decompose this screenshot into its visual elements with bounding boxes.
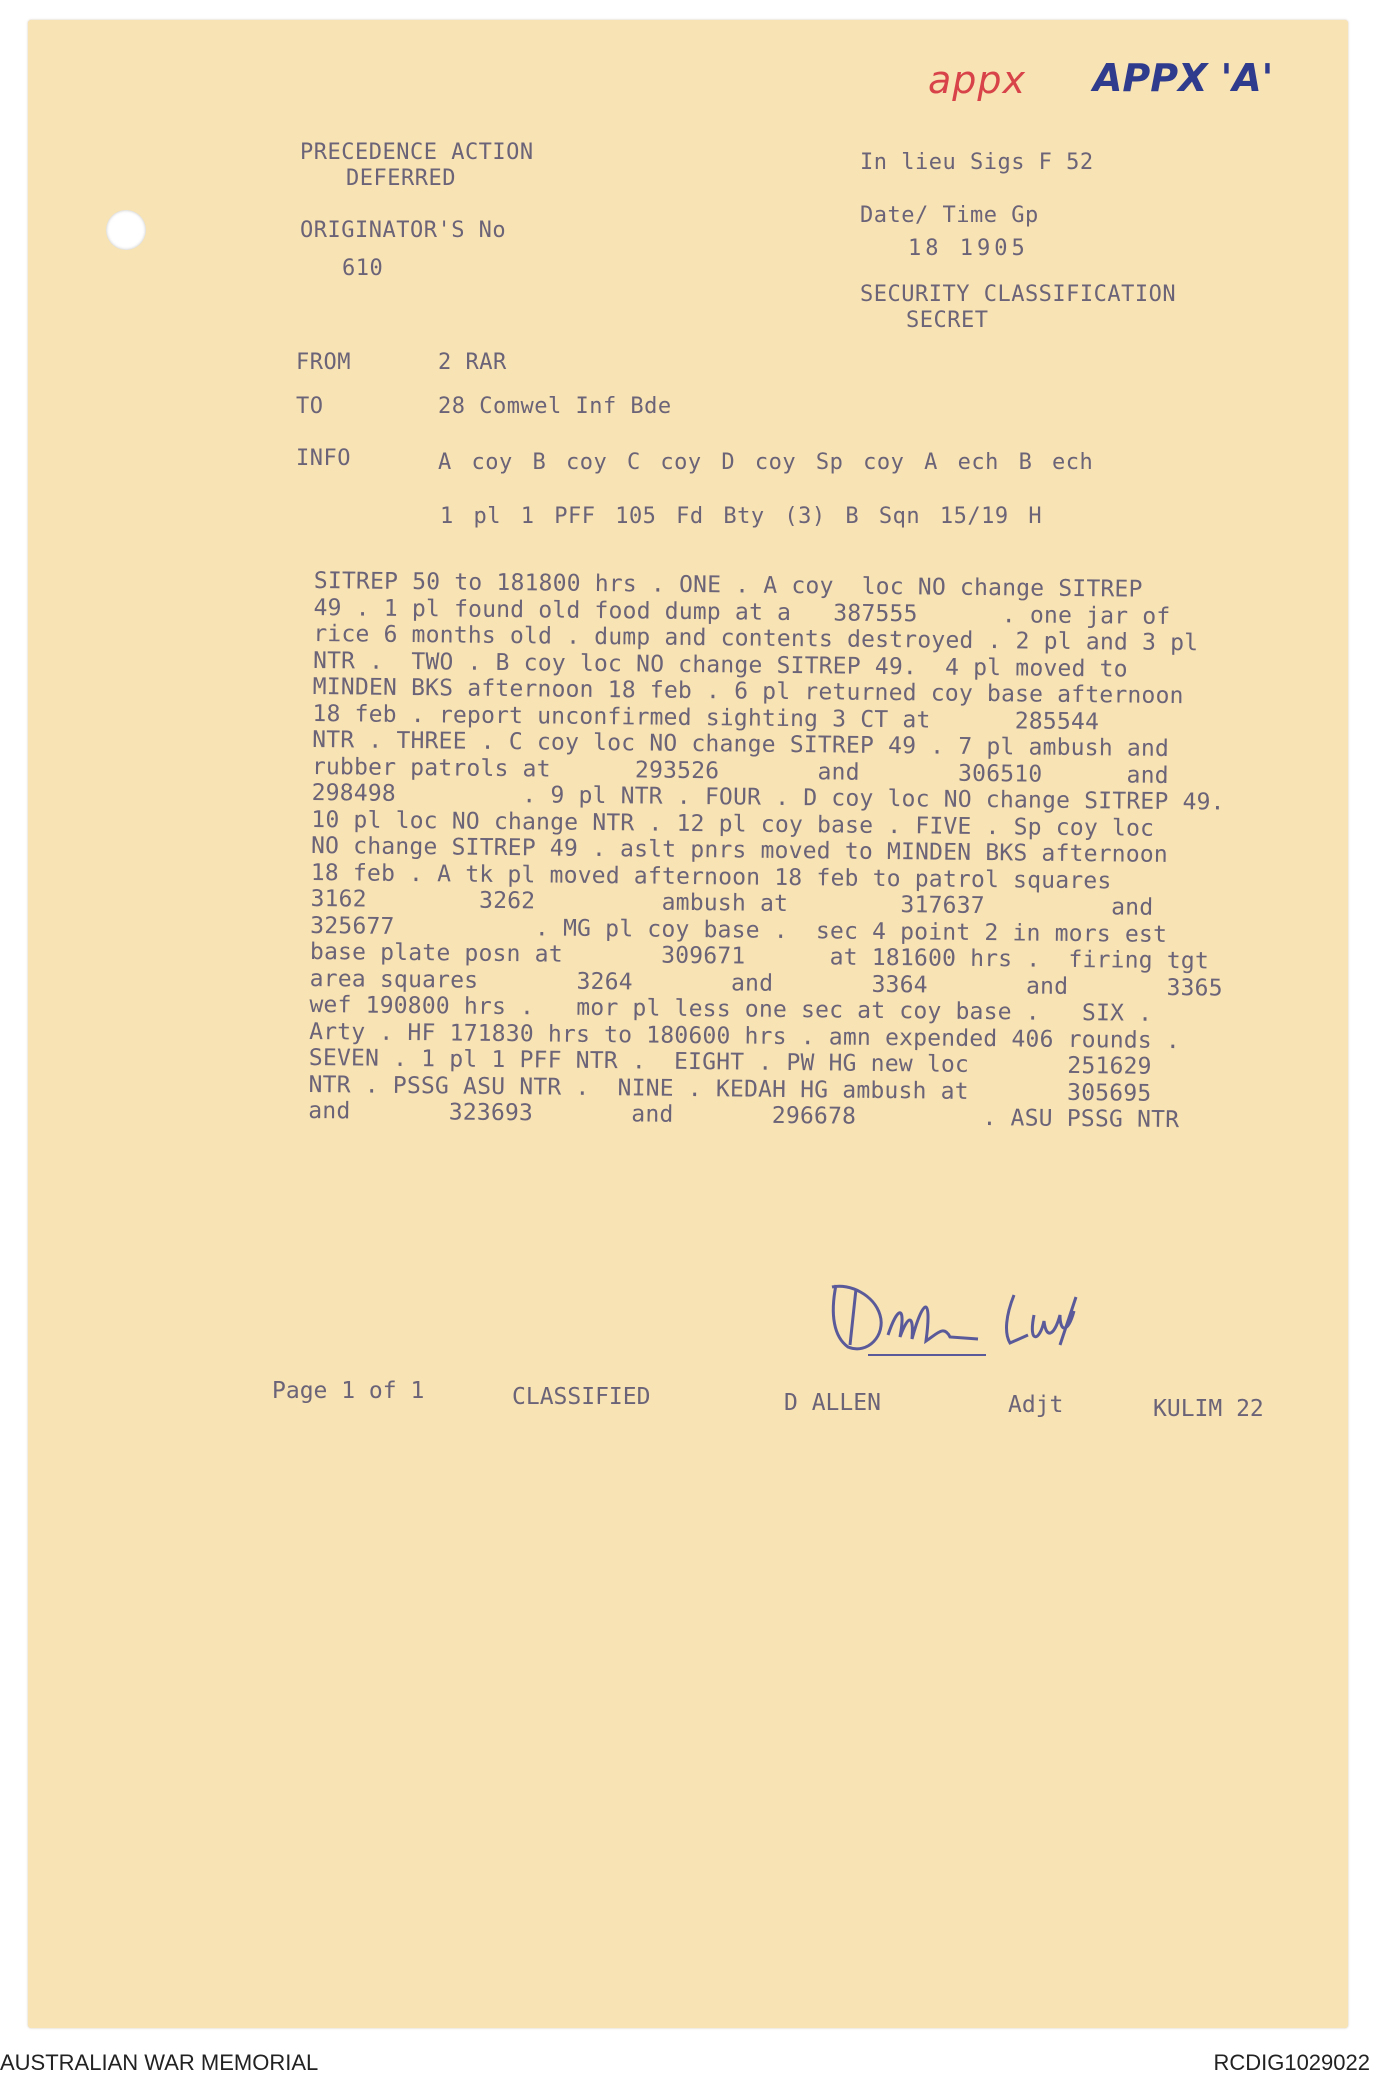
precedence-value: DEFERRED: [346, 166, 456, 191]
originator-label: ORIGINATOR'S No: [300, 218, 507, 243]
security-classification-label: SECURITY CLASSIFICATION: [860, 282, 1177, 307]
footer-classification: CLASSIFIED: [512, 1384, 651, 1410]
message-line: 325677 . MG pl coy base . sec 4 point 2 in mors est: [310, 912, 1168, 948]
message-line: SITREP 50 to 181800 hrs . ONE . A coy loc NO change SITREP: [313, 568, 1143, 603]
pencil-annotation: appx: [928, 58, 1027, 102]
precedence-label: PRECEDENCE ACTION: [300, 140, 534, 165]
archive-source-label: AUSTRALIAN WAR MEMORIAL: [0, 2050, 319, 2075]
message-line: NTR . TWO . B coy loc NO change SITREP 49. 4 pl moved to: [312, 647, 1128, 683]
message-line: 10 pl loc NO change NTR . 12 pl coy base . FIVE . Sp coy loc: [311, 806, 1155, 842]
from-label: FROM: [296, 350, 351, 375]
in-lieu-form: In lieu Sigs F 52: [860, 150, 1094, 175]
message-line: 298498 . 9 pl NTR . FOUR . D coy loc NO change SITREP 49.: [311, 779, 1225, 816]
date-time-value: 18 1905: [908, 236, 1029, 261]
message-line: base plate posn at 309671 at 181600 hrs . firing tgt: [309, 938, 1210, 975]
message-line: rice 6 months old . dump and contents destroyed . 2 pl and 3 pl: [313, 620, 1199, 657]
message-line: MINDEN BKS afternoon 18 feb . 6 pl returned coy base afternoon: [312, 673, 1184, 710]
message-line: Arty . HF 171830 hrs to 180600 hrs . amn expended 406 rounds .: [309, 1018, 1181, 1054]
originator-number: 610: [342, 256, 384, 281]
message-line: 18 feb . report unconfirmed sighting 3 CT at 285544: [312, 700, 1100, 735]
archive-record-id: RCDIG1029022: [1213, 2050, 1370, 2075]
info-addressees-continued: 1 pl 1 PFF 105 Fd Bty (3) B Sqn 15/19 H: [440, 504, 1043, 529]
message-line: 18 feb . A tk pl moved afternoon 18 feb to patrol squares: [310, 859, 1112, 894]
security-classification-value: SECRET: [906, 308, 989, 333]
to-label: TO: [296, 394, 324, 419]
message-line: SEVEN . 1 pl 1 PFF NTR . EIGHT . PW HG new loc 251629: [308, 1044, 1152, 1080]
punch-hole: [106, 210, 146, 250]
message-line: NO change SITREP 49 . aslt pnrs moved to MINDEN BKS afternoon: [310, 832, 1169, 868]
info-addressees: A coy B coy C coy D coy Sp coy A ech B ech: [438, 450, 1094, 475]
message-line: rubber patrols at 293526 and 306510 and: [311, 753, 1169, 789]
message-line: 49 . 1 pl found old food dump at a 387555 . one jar of: [313, 594, 1171, 630]
page-number: Page 1 of 1: [272, 1378, 425, 1404]
signatory-name: D ALLEN: [784, 1390, 881, 1416]
info-label: INFO: [296, 446, 351, 471]
appendix-label: APPX 'A': [1093, 56, 1274, 100]
message-line: area squares 3264 and 3364 and 3365: [309, 965, 1223, 1002]
from-value: 2 RAR: [438, 350, 507, 375]
to-value: 28 Comwel Inf Bde: [438, 394, 672, 419]
message-reference: KULIM 22: [1153, 1396, 1264, 1422]
message-line: NTR . THREE . C coy loc NO change SITREP 49 . 7 pl ambush and: [312, 726, 1170, 762]
message-line: NTR . PSSG ASU NTR . NINE . KEDAH HG ambush at 305695: [308, 1071, 1152, 1107]
date-time-label: Date/ Time Gp: [860, 203, 1039, 228]
signatory-appointment: Adjt: [1008, 1392, 1064, 1418]
handwritten-signature: [828, 1275, 1118, 1369]
message-line: and 323693 and 296678 . ASU PSSG NTR: [308, 1097, 1180, 1134]
message-line: 3162 3262 ambush at 317637 and: [310, 885, 1154, 921]
sitrep-message-body: [308, 568, 1334, 1135]
message-line: wef 190800 hrs . mor pl less one sec at coy base . SIX .: [309, 991, 1153, 1027]
document-page: [28, 20, 1348, 2028]
